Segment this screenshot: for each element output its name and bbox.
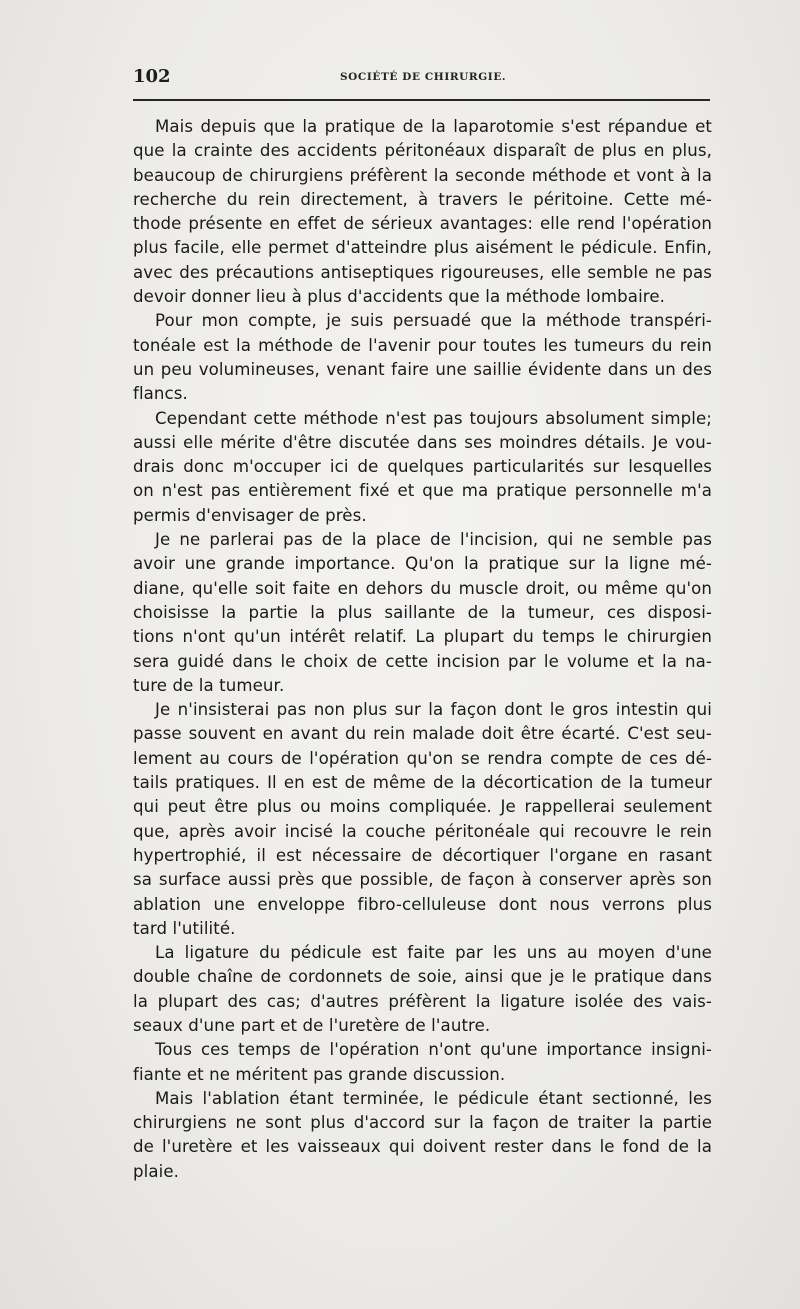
text-line: beaucoup de chirurgiens préfèrent la seconde méthode et vont à la — [133, 165, 712, 185]
page-header — [133, 66, 710, 90]
text-line: sera guidé dans le choix de cette incision par le volume et la na- — [133, 651, 712, 671]
text-line: permis d'envisager de près. — [133, 505, 367, 525]
text-line: lement au cours de l'opération qu'on se rendra compte de ces dé- — [133, 748, 712, 768]
text-line: Tous ces temps de l'opération n'ont qu'une importance insigni- — [155, 1040, 712, 1060]
text-line: seaux d'une part et de l'uretère de l'autre. — [133, 1015, 491, 1035]
text-line: la plupart des cas; d'autres préfèrent la ligature isolée des vais- — [133, 991, 712, 1011]
text-line: thode présente en effet de sérieux avantages: elle rend l'opération — [133, 214, 712, 234]
text-line: que la crainte des accidents péritonéaux disparaît de plus en plus, — [133, 141, 712, 161]
text-line: sa surface aussi près que possible, de façon à conserver après son — [133, 870, 712, 890]
text-line: tonéale est la méthode de l'avenir pour toutes les tumeurs du rein — [133, 335, 712, 355]
text-line: tard l'utilité. — [133, 918, 236, 938]
text-line: un peu volumineuses, venant faire une saillie évidente dans un des — [133, 359, 712, 379]
text-line: ablation une enveloppe fibro-celluleuse dont nous verrons plus — [133, 894, 712, 914]
text-line: Je n'insisterai pas non plus sur la façon dont le gros intestin qui — [155, 700, 712, 720]
text-line: drais donc m'occuper ici de quelques particularités sur lesquelles — [133, 457, 712, 477]
text-line: devoir donner lieu à plus d'accidents que la méthode lombaire. — [133, 287, 666, 307]
text-line: recherche du rein directement, à travers le péritoine. Cette mé- — [133, 189, 712, 209]
text-line: on n'est pas entièrement fixé et que ma pratique personnelle m'a — [133, 481, 712, 501]
text-line: qui peut être plus ou moins compliquée. Je rappellerai seulement — [133, 797, 712, 817]
text-line: Cependant cette méthode n'est pas toujours absolument simple; — [155, 408, 712, 428]
text-line: choisisse la partie la plus saillante de la tumeur, ces disposi- — [133, 602, 712, 622]
text-line: avoir une grande importance. Qu'on la pratique sur la ligne mé- — [133, 554, 712, 574]
text-line: plus facile, elle permet d'atteindre plus aisément le pédicule. Enfin, — [133, 238, 712, 258]
text-line: que, après avoir incisé la couche péritonéale qui recouvre le rein — [133, 821, 712, 841]
text-line: double chaîne de cordonnets de soie, ainsi que je le pratique dans — [133, 967, 712, 987]
running-head: SOCIÉTÉ DE CHIRURGIE. — [340, 71, 507, 83]
text-line: chirurgiens ne sont plus d'accord sur la façon de traiter la partie — [133, 1113, 712, 1133]
text-line: tions n'ont qu'un intérêt relatif. La plupart du temps le chirurgien — [133, 627, 712, 647]
text-line: plaie. — [133, 1161, 180, 1181]
text-line: La ligature du pédicule est faite par les uns au moyen d'une — [155, 943, 712, 963]
text-line: passe souvent en avant du rein malade doit être écarté. C'est seu- — [133, 724, 712, 744]
text-line: Pour mon compte, je suis persuadé que la méthode transpéri- — [155, 311, 712, 331]
text-line: ture de la tumeur. — [133, 675, 285, 695]
body-text — [133, 115, 712, 1184]
header-rule — [133, 99, 710, 101]
text-line: Mais l'ablation étant terminée, le pédicule étant sectionné, les — [155, 1088, 712, 1108]
text-line: aussi elle mérite d'être discutée dans ses moindres détails. Je vou- — [133, 432, 712, 452]
text-line: flancs. — [133, 384, 188, 404]
text-line: tails pratiques. Il en est de même de la décortication de la tumeur — [133, 773, 712, 793]
text-line: hypertrophié, il est nécessaire de décortiquer l'organe en rasant — [133, 845, 712, 865]
text-line: diane, qu'elle soit faite en dehors du muscle droit, ou même qu'on — [133, 578, 712, 598]
text-line: Je ne parlerai pas de la place de l'incision, qui ne semble pas — [155, 530, 712, 550]
page-number: 102 — [133, 66, 171, 87]
text-line: fiante et ne méritent pas grande discussion. — [133, 1064, 506, 1084]
text-line: de l'uretère et les vaisseaux qui doivent rester dans le fond de la — [133, 1137, 712, 1157]
text-line: Mais depuis que la pratique de la laparotomie s'est répandue et — [155, 117, 712, 136]
text-line: avec des précautions antiseptiques rigoureuses, elle semble ne pas — [133, 262, 712, 282]
